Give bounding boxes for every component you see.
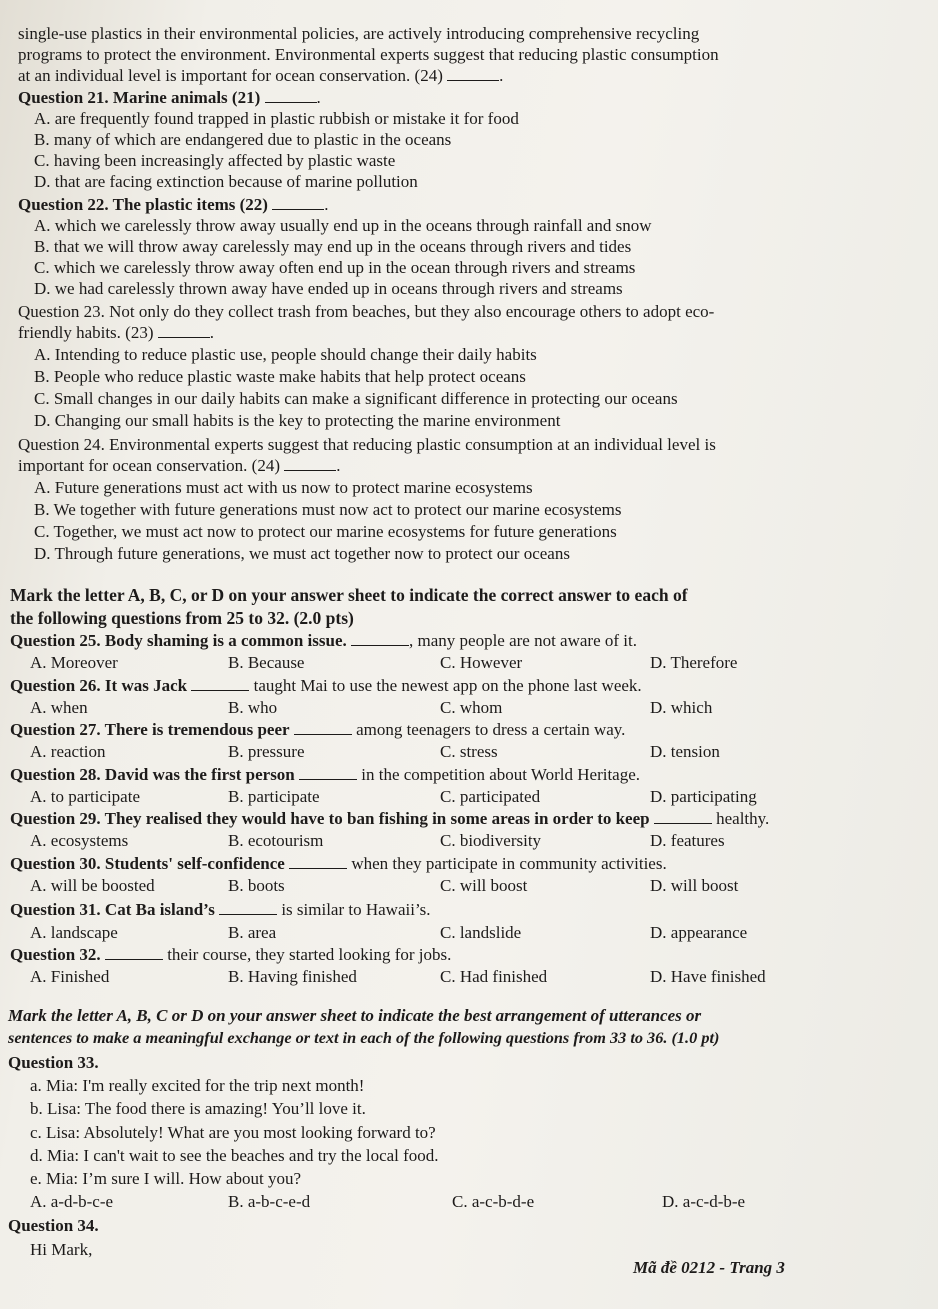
question-32: Question 32. their course, they started looking for jobs. — [10, 945, 452, 964]
answer-blank — [191, 676, 249, 691]
q33-option-a: A. a-d-b-c-e — [30, 1192, 114, 1211]
answer-blank — [158, 323, 210, 338]
q24-option-c: C. Together, we must act now to protect our marine ecosystems for future generations — [34, 522, 617, 541]
q24-option-a: A. Future generations must act with us now to protect marine ecosystems — [34, 478, 533, 497]
question-24-stem-cont: important for ocean conservation. (24) . — [18, 456, 341, 475]
question-34-title: Question 34. — [8, 1216, 99, 1235]
q32-option-b: B. Having finished — [228, 967, 357, 986]
q29-option-d: D. features — [650, 831, 725, 850]
q23-option-a: A. Intending to reduce plastic use, people should change their daily habits — [34, 345, 537, 364]
q30-option-d: D. will boost — [650, 876, 739, 895]
question-22-stem: Question 22. The plastic items (22) . — [18, 195, 329, 214]
q26-option-c: C. whom — [440, 698, 503, 717]
q22-option-b: B. that we will throw away carelessly may end up in the oceans through rivers and tides — [34, 237, 632, 256]
answer-blank — [105, 945, 163, 960]
answer-blank — [447, 66, 499, 81]
question-23-stem-cont: friendly habits. (23) . — [18, 323, 214, 342]
q23-option-c: C. Small changes in our daily habits can make a significant difference in protecting our oceans — [34, 389, 678, 408]
answer-blank — [299, 765, 357, 780]
q24-option-b: B. We together with future generations must now act to protect our marine ecosystems — [34, 500, 622, 519]
q33-line-a: a. Mia: I'm really excited for the trip next month! — [30, 1076, 365, 1095]
q33-option-d: D. a-c-d-b-e — [662, 1192, 746, 1211]
q28-option-a: A. to participate — [30, 787, 140, 806]
q25-option-b: B. Because — [228, 653, 305, 672]
answer-blank — [351, 631, 409, 646]
section-3-heading: Mark the letter A, B, C or D on your answer sheet to indicate the best arrangement of utterances or — [8, 1006, 702, 1025]
answer-blank — [265, 88, 317, 103]
q31-option-d: D. appearance — [650, 923, 748, 942]
q31-option-c: C. landslide — [440, 923, 522, 942]
answer-blank — [272, 195, 324, 210]
answer-blank — [219, 900, 277, 915]
section-2-heading-cont: the following questions from 25 to 32. (2.0 pts) — [10, 608, 354, 628]
q33-line-d: d. Mia: I can't wait to see the beaches and try the local food. — [30, 1146, 439, 1165]
question-25: Question 25. Body shaming is a common issue. , many people are not aware of it. — [10, 631, 637, 650]
question-30: Question 30. Students' self-confidence when they participate in community activities. — [10, 854, 667, 873]
question-28: Question 28. David was the first person in the competition about World Heritage. — [10, 765, 641, 784]
q33-line-e: e. Mia: I’m sure I will. How about you? — [30, 1169, 301, 1188]
answer-blank — [289, 854, 347, 869]
q29-option-b: B. ecotourism — [228, 831, 324, 850]
q33-option-c: C. a-c-b-d-e — [452, 1192, 535, 1211]
section-3-heading-cont: sentences to make a meaningful exchange or text in each of the following questions from 33 to 36. (1.0 pt) — [8, 1028, 720, 1047]
question-26: Question 26. It was Jack taught Mai to use the newest app on the phone last week. — [10, 676, 642, 695]
q30-option-b: B. boots — [228, 876, 285, 895]
q25-option-a: A. Moreover — [30, 653, 118, 672]
q27-option-c: C. stress — [440, 742, 498, 761]
q25-option-c: C. However — [440, 653, 523, 672]
q33-option-b: B. a-b-c-e-d — [228, 1192, 311, 1211]
q33-line-b: b. Lisa: The food there is amazing! You’ll love it. — [30, 1099, 366, 1118]
q27-option-a: A. reaction — [30, 742, 106, 761]
q23-option-d: D. Changing our small habits is the key to protecting the marine environment — [34, 411, 561, 430]
intro-line-2: programs to protect the environment. Environmental experts suggest that reducing plastic consumption — [18, 45, 719, 64]
q30-option-c: C. will boost — [440, 876, 528, 895]
q31-option-a: A. landscape — [30, 923, 118, 942]
q33-line-c: c. Lisa: Absolutely! What are you most looking forward to? — [30, 1123, 436, 1142]
q21-option-a: A. are frequently found trapped in plastic rubbish or mistake it for food — [34, 109, 519, 128]
question-24-stem: Question 24. Environmental experts suggest that reducing plastic consumption at an individual level is — [18, 435, 716, 454]
intro-line-1: single-use plastics in their environmental policies, are actively introducing comprehensive recycling — [18, 24, 700, 43]
q26-option-a: A. when — [30, 698, 88, 717]
q30-option-a: A. will be boosted — [30, 876, 155, 895]
question-23-stem: Question 23. Not only do they collect trash from beaches, but they also encourage others to adopt eco- — [18, 302, 715, 321]
q28-option-b: B. participate — [228, 787, 320, 806]
q27-option-b: B. pressure — [228, 742, 305, 761]
q22-option-d: D. we had carelessly thrown away have ended up in oceans through rivers and streams — [34, 279, 623, 298]
question-33-title: Question 33. — [8, 1053, 99, 1072]
question-27: Question 27. There is tremendous peer among teenagers to dress a certain way. — [10, 720, 626, 739]
q32-option-a: A. Finished — [30, 967, 110, 986]
answer-blank — [294, 720, 352, 735]
q21-option-d: D. that are facing extinction because of marine pollution — [34, 172, 418, 191]
q32-option-c: C. Had finished — [440, 967, 548, 986]
q26-option-b: B. who — [228, 698, 278, 717]
q24-option-d: D. Through future generations, we must act together now to protect our oceans — [34, 544, 570, 563]
q23-option-b: B. People who reduce plastic waste make habits that help protect oceans — [34, 367, 526, 386]
page-footer: Mã đề 0212 - Trang 3 — [633, 1258, 785, 1277]
q29-option-a: A. ecosystems — [30, 831, 129, 850]
answer-blank — [284, 456, 336, 471]
q22-option-a: A. which we carelessly throw away usually end up in the oceans through rainfall and snow — [34, 216, 652, 235]
question-31: Question 31. Cat Ba island’s is similar to Hawaii’s. — [10, 900, 431, 919]
section-2-heading: Mark the letter A, B, C, or D on your answer sheet to indicate the correct answer to each of — [10, 585, 688, 605]
question-21-stem: Question 21. Marine animals (21) . — [18, 88, 321, 107]
q21-option-c: C. having been increasingly affected by plastic waste — [34, 151, 396, 170]
answer-blank — [654, 809, 712, 824]
intro-line-3: at an individual level is important for ocean conservation. (24) . — [18, 66, 504, 85]
q34-greeting: Hi Mark, — [30, 1240, 93, 1259]
q22-option-c: C. which we carelessly throw away often end up in the ocean through rivers and streams — [34, 258, 636, 277]
q28-option-d: D. participating — [650, 787, 757, 806]
q21-option-b: B. many of which are endangered due to plastic in the oceans — [34, 130, 452, 149]
q31-option-b: B. area — [228, 923, 277, 942]
q32-option-d: D. Have finished — [650, 967, 766, 986]
q25-option-d: D. Therefore — [650, 653, 738, 672]
q28-option-c: C. participated — [440, 787, 541, 806]
q29-option-c: C. biodiversity — [440, 831, 542, 850]
question-29: Question 29. They realised they would have to ban fishing in some areas in order to keep healthy. — [10, 809, 770, 828]
q27-option-d: D. tension — [650, 742, 720, 761]
q26-option-d: D. which — [650, 698, 713, 717]
